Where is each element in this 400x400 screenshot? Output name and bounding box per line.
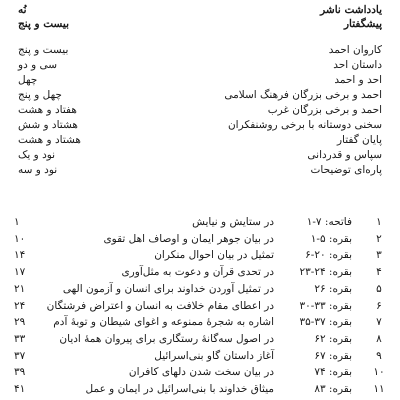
contents-page: ۴۱ — [14, 383, 26, 395]
contents-row — [14, 249, 386, 262]
contents-reference: بقره: ۵-۱ — [310, 233, 352, 245]
contents-number: ۶ — [376, 300, 382, 312]
contents-title: در بیان جوهر ایمان و اوصاف اهل تقوی — [103, 233, 274, 245]
contents-page: ۳۹ — [14, 366, 26, 378]
contents-number: ۱۱ — [373, 383, 385, 395]
contents-page: ۳۳ — [14, 333, 26, 345]
front-matter-item — [14, 104, 386, 117]
contents-row — [14, 233, 386, 246]
front-matter-page: هشتاد و هشت — [18, 134, 81, 146]
front-matter-page: چهل — [18, 74, 38, 86]
contents-title: در تحدی قرآن و دعوت به مثل‌آوری — [121, 266, 274, 278]
contents-reference: بقره: ۲۰-۶ — [305, 249, 352, 261]
front-matter-page: هشتاد و شش — [18, 119, 78, 131]
contents-number: ۷ — [376, 316, 382, 328]
front-matter-item — [14, 164, 386, 177]
front-matter-label: احمد و برخی بزرگان غرب — [267, 104, 382, 116]
contents-title: در بیان سخت شدن دلهای کافران — [128, 366, 274, 378]
contents-page: ۱۴ — [14, 249, 26, 261]
front-matter-item — [14, 18, 386, 31]
front-matter-label: پیشگفتار — [343, 18, 382, 30]
contents-reference: فاتحه: ۷-۱ — [306, 216, 352, 228]
contents-number: ۴ — [376, 266, 382, 278]
front-matter-label: احمد و برخی بزرگان فرهنگ اسلامی — [224, 89, 382, 101]
page-number: نُه — [18, 4, 27, 16]
contents-title: میثاق خداوند با بنی‌اسرائیل در ایمان و عمل — [85, 383, 274, 395]
contents-reference: بقره: ۳۷-۳۵ — [299, 316, 352, 328]
front-matter-item — [14, 4, 386, 17]
front-matter-page: نود و سه — [18, 164, 58, 176]
front-matter-page: بیست و پنج — [18, 44, 69, 56]
contents-title: آغاز داستان گاو بنی‌اسرائیل — [154, 350, 274, 362]
front-matter-item — [14, 119, 386, 132]
contents-row — [14, 266, 386, 279]
front-matter-label: احد و احمد — [334, 74, 382, 86]
contents-number: ۹ — [376, 350, 382, 362]
front-matter-label: کاروان احمد — [328, 44, 382, 56]
contents-row — [14, 366, 386, 379]
front-matter-label: پایان گفتار — [336, 134, 382, 146]
contents-reference: بقره: ۶۲ — [314, 333, 352, 345]
contents-title: در ستایش و نیایش — [192, 216, 274, 228]
contents-row — [14, 316, 386, 329]
contents-title: در اصول سه‌گانهٔ رستگاری برای پیروان همهٔ ادیان — [59, 333, 274, 345]
contents-number: ۵ — [376, 283, 382, 295]
front-matter-item — [14, 59, 386, 72]
contents-reference: بقره: ۸۳ — [314, 383, 352, 395]
contents-page: ۲۴ — [14, 300, 26, 312]
front-matter-label: سخنی دوستانه با برخی روشنفکران — [227, 119, 382, 131]
contents-page: ۲۱ — [14, 283, 26, 295]
contents-number: ۱ — [376, 216, 382, 228]
front-matter-label: داستان احد — [333, 59, 382, 71]
front-matter-label: سپاس و قدردانی — [307, 149, 382, 161]
front-matter-item — [14, 74, 386, 87]
contents-row — [14, 350, 386, 363]
contents-reference: بقره: ۲۴-۲۳ — [299, 266, 352, 278]
contents-row — [14, 333, 386, 346]
contents-reference: بقره: ۷۴ — [314, 366, 352, 378]
contents-number: ۲ — [376, 233, 382, 245]
contents-row — [14, 383, 386, 396]
contents-number: ۱۰ — [373, 366, 385, 378]
contents-row — [14, 283, 386, 296]
front-matter-item — [14, 89, 386, 102]
contents-page: ۱۰ — [14, 233, 26, 245]
contents-title: در تمثیل آوردن خداوند برای انسان و آزمون الهی — [62, 283, 274, 295]
front-matter-page: بیست و پنج — [18, 18, 70, 30]
front-matter-item — [14, 134, 386, 147]
contents-number: ۸ — [376, 333, 382, 345]
contents-page: ۲۹ — [14, 316, 26, 328]
contents-page: ۱ — [14, 216, 20, 228]
contents-page: ۳۷ — [14, 350, 26, 362]
contents-reference: بقره: ۶۷ — [314, 350, 352, 362]
front-matter-page: سی و دو — [18, 59, 58, 71]
contents-row — [14, 216, 386, 229]
front-matter-label: یادداشت ناشر — [320, 4, 382, 16]
contents-reference: بقره: ۳۳-۳۰ — [299, 300, 352, 312]
contents-title: در اعطای مقام خلافت به انسان و اعتراض فرشتگان — [46, 300, 274, 312]
contents-title: تمثیل در بیان احوال منکران — [154, 249, 274, 261]
contents-reference: بقره: ۲۶ — [314, 283, 352, 295]
front-matter-page: نود و یک — [18, 149, 56, 161]
contents-number: ۳ — [376, 249, 382, 261]
front-matter-item — [14, 149, 386, 162]
contents-page: ۱۷ — [14, 266, 26, 278]
front-matter-label: پاره‌ای توضیحات — [310, 164, 382, 176]
contents-row — [14, 300, 386, 313]
front-matter-page: هفتاد و هشت — [18, 104, 77, 116]
front-matter-page: چهل و پنج — [18, 89, 62, 101]
front-matter-item — [14, 44, 386, 57]
contents-title: اشاره به شجرهٔ ممنوعه و اغوای شیطان و توبهٔ آدم — [53, 316, 274, 328]
